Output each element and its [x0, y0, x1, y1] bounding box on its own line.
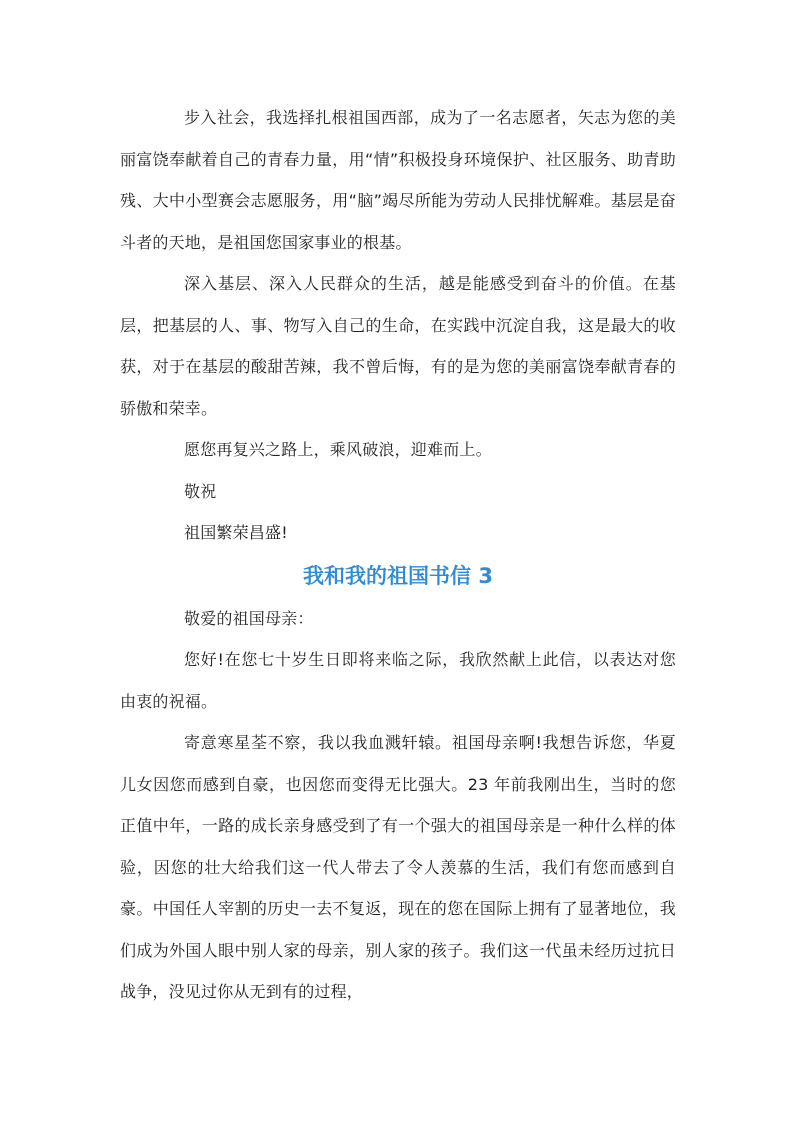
closing-salute: 敬祝 — [184, 481, 217, 501]
body-paragraph: 您好!在您七十岁生日即将来临之际，我欣然献上此信，以表达对您由衷的祝福。 — [120, 650, 676, 711]
section-title: 我和我的祖国书信 3 — [303, 563, 493, 588]
body-paragraph: 深入基层、深入人民群众的生活，越是能感受到奋斗的价值。在基层，把基层的人、事、物写入自己的生命，在实践中沉淀自我，这是最大的收获，对于在基层的酸甜苦辣，我不曾后悔，有的是为您的美丽富饶奉献青春的骄傲和荣幸。 — [120, 274, 676, 418]
body-paragraph: 愿您再复兴之路上，乘风破浪，迎难而上。 — [184, 440, 492, 459]
body-paragraph: 步入社会，我选择扎根祖国西部，成为了一名志愿者，矢志为您的美丽富饶奉献着自己的青春力量，用“情”积极投身环境保护、社区服务、助青助残、大中小型赛会志愿服务，用“脑”竭尽所能为劳动人民排忧解难。基层是奋斗者的天地，是祖国您国家事业的根基。 — [120, 108, 676, 252]
closing-wish: 祖国繁荣昌盛! — [184, 523, 288, 542]
letter-greeting: 敬爱的祖国母亲： — [184, 608, 314, 628]
body-paragraph: 寄意寒星荃不察，我以我血溅轩辕。祖国母亲啊!我想告诉您，华夏儿女因您而感到自豪，也因您而变得无比强大。23 年前我刚出生，当时的您正值中年，一路的成长亲身感受到了有一个强大的祖国母亲是一种什么样的体验，因您的壮大给我们这一代人带去了令人羡慕的生活，我们有您而感到自豪。中国任人宰割的历史一去不复返，现在的您在国际上拥有了显著地位，我们成为外国人眼中别人家的母亲，别人家的孩子。我们这一代虽未经历过抗日战争，没见过你从无到有的过程， — [120, 733, 676, 1001]
document-body — [120, 97, 676, 1013]
